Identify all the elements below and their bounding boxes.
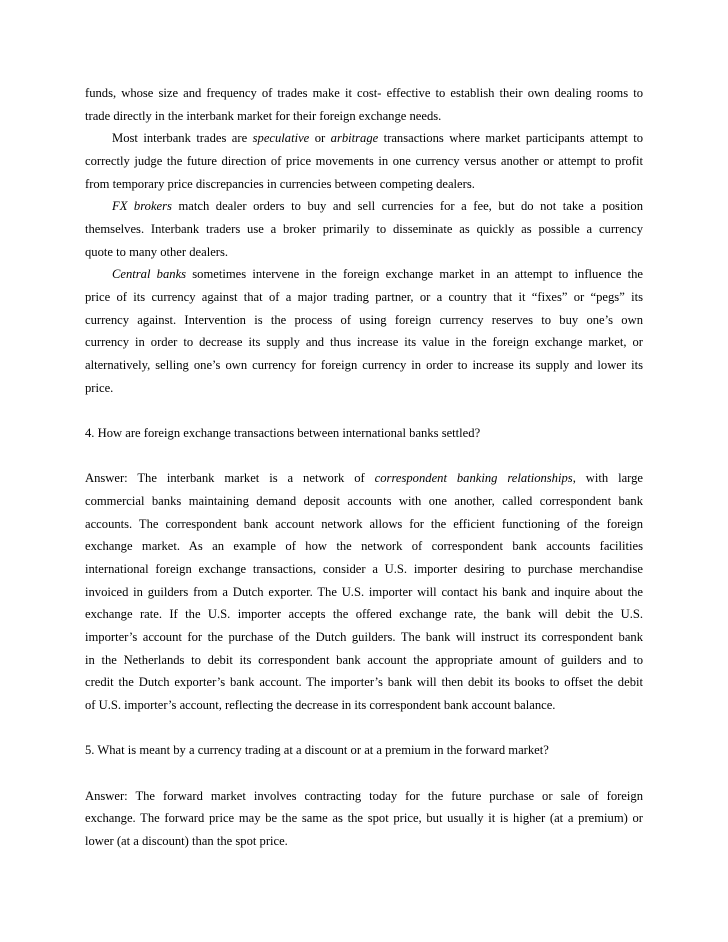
italic-term: arbitrage — [330, 131, 379, 145]
text-line: importer’s account for the purchase of the Dutch guilders. The bank will instruct its correspondent bank — [85, 630, 643, 644]
text-line: international foreign exchange transactions, consider a U.S. importer desiring to purchase merchandise — [85, 562, 643, 576]
question-4: 4. How are foreign exchange transactions between international banks settled? — [85, 426, 481, 440]
text-line: currency against. Intervention is the process of using foreign currency reserves to buy one’s own — [85, 313, 643, 327]
text-span: sometimes intervene in the foreign exchange market in an attempt to influence the — [186, 267, 643, 281]
text-line: price of its currency against that of a major trading partner, or a country that it “fixes” or “pegs” its — [85, 290, 643, 304]
text-line: funds, whose size and frequency of trades make it cost- effective to establish their own dealing rooms to — [85, 86, 643, 100]
text-line: quote to many other dealers. — [85, 245, 229, 259]
text-span: match dealer orders to buy and sell currencies for a fee, but do not take a position — [171, 199, 643, 213]
italic-term: speculative — [252, 131, 310, 145]
text-line — [85, 470, 643, 486]
text-line: exchange market. As an example of how the network of correspondent bank accounts facilities — [85, 539, 643, 553]
text-line: of U.S. importer’s account, reflecting the decrease in its correspondent bank account balance. — [85, 698, 556, 712]
text-line: lower (at a discount) than the spot price. — [85, 834, 288, 848]
text-span: or — [309, 131, 331, 145]
text-line: invoiced in guilders from a Dutch exporter. The U.S. importer will contact his bank and inquire about the — [85, 585, 643, 599]
italic-term: Central banks — [112, 267, 187, 281]
text-line: Answer: The forward market involves contracting today for the future purchase or sale of foreign — [85, 789, 643, 803]
italic-term: correspondent banking relationships — [374, 471, 573, 485]
text-line: trade directly in the interbank market for their foreign exchange needs. — [85, 109, 442, 123]
text-span: Most interbank trades are — [112, 131, 253, 145]
text-line: credit the Dutch exporter’s bank account. The importer’s bank will then debit its books to offset the debit — [85, 675, 643, 689]
text-line — [112, 130, 643, 146]
text-line — [112, 266, 643, 282]
text-line: accounts. The correspondent bank account network allows for the efficient functioning of the foreign — [85, 517, 643, 531]
text-line: correctly judge the future direction of price movements in one currency versus another or attempt to profit — [85, 154, 643, 168]
text-line: themselves. Interbank traders use a broker primarily to disseminate as quickly as possible a currency — [85, 222, 643, 236]
text-line: price. — [85, 381, 114, 395]
question-5: 5. What is meant by a currency trading at a discount or at a premium in the forward market? — [85, 743, 549, 757]
text-line: currency in order to decrease its supply and thus increase its value in the foreign exchange market, or — [85, 335, 643, 349]
text-span: transactions where market participants attempt to — [378, 131, 643, 145]
text-line: in the Netherlands to debit its correspondent bank account the appropriate amount of guilders and to — [85, 653, 643, 667]
text-line: from temporary price discrepancies in currencies between competing dealers. — [85, 177, 475, 191]
text-line: commercial banks maintaining demand deposit accounts with one another, called correspondent bank — [85, 494, 643, 508]
text-span: , with large — [572, 471, 644, 485]
text-span: Answer: The interbank market is a network of — [85, 471, 375, 485]
text-line: exchange. The forward price may be the same as the spot price, but usually it is higher (at a premium) or — [85, 811, 643, 825]
italic-term: FX brokers — [112, 199, 172, 213]
text-line: alternatively, selling one’s own currency for foreign currency in order to increase its supply and lower its — [85, 358, 643, 372]
text-line — [112, 198, 643, 214]
text-line: exchange rate. If the U.S. importer accepts the offered exchange rate, the bank will debit the U.S. — [85, 607, 643, 621]
